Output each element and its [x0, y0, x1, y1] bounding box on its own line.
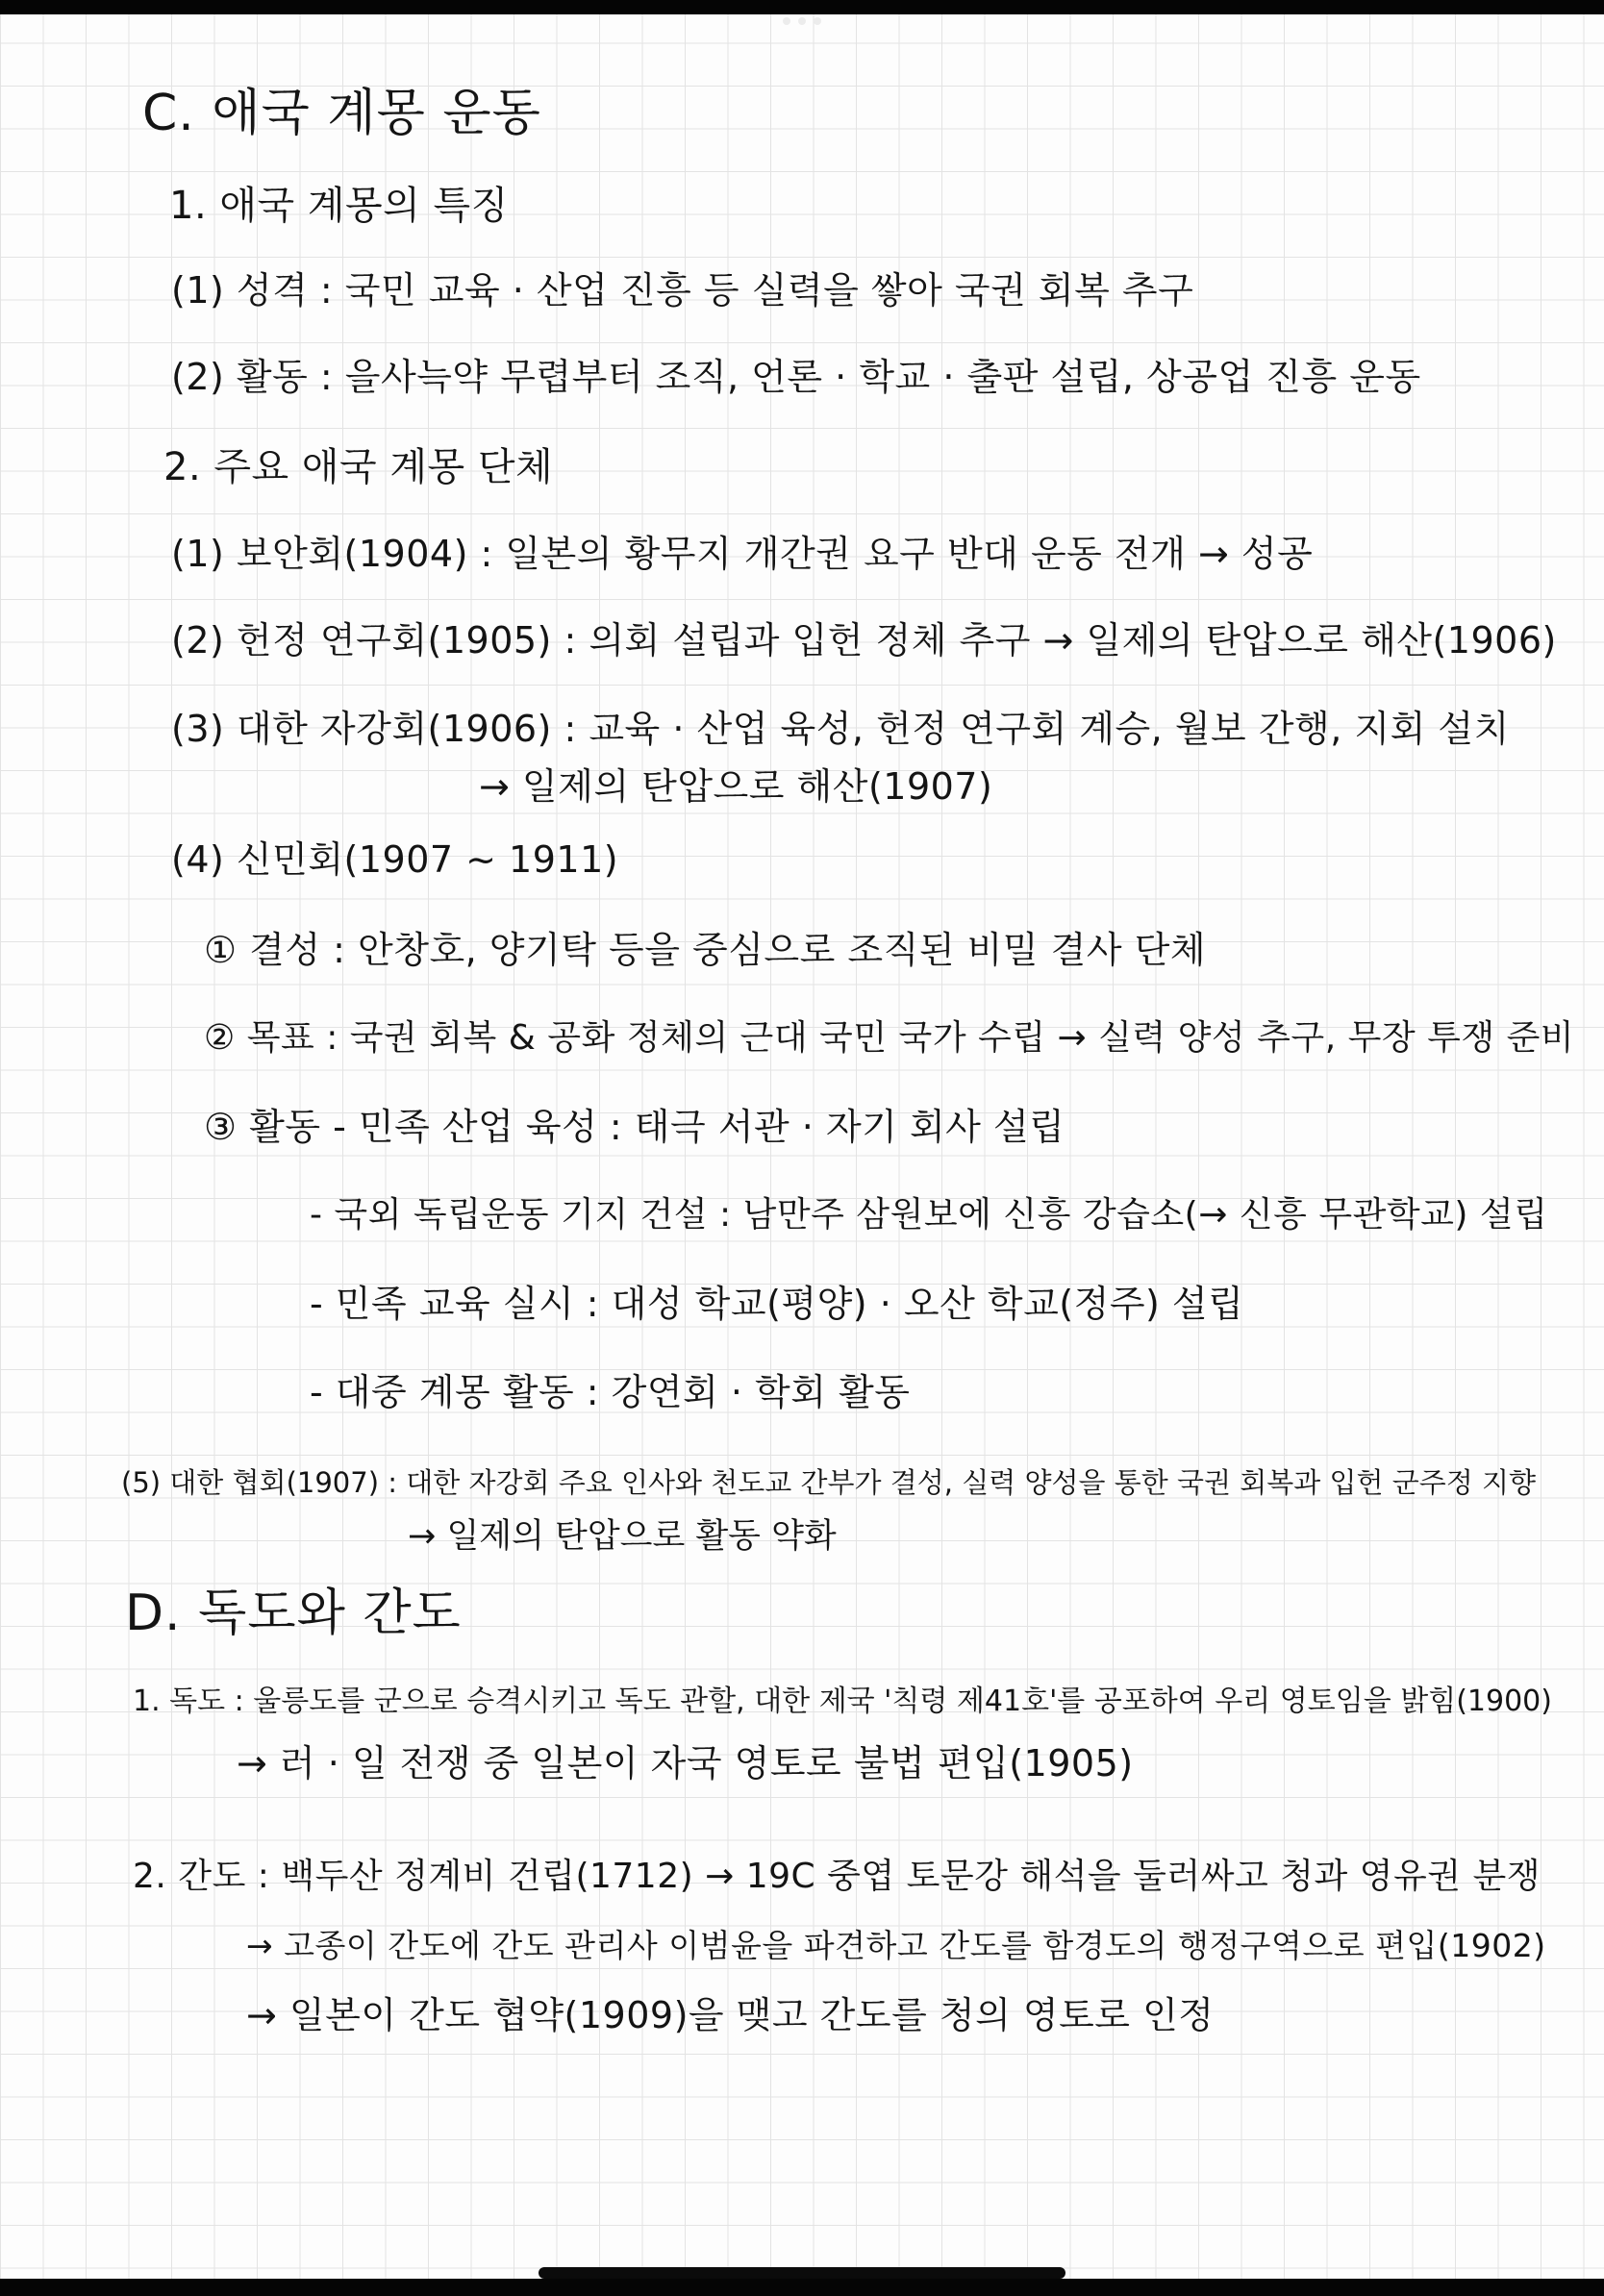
- section-c-sub1-title: 1. 애국 계몽의 특징: [169, 184, 509, 228]
- note-line: → 일본이 간도 협약(1909)을 맺고 간도를 청의 영토로 인정: [246, 1994, 1215, 2036]
- note-line: - 대중 계몽 활동 : 강연회 · 학회 활동: [310, 1371, 911, 1413]
- top-bar: [0, 0, 1604, 14]
- bottom-bar: [0, 2279, 1604, 2296]
- section-c-sub2-title: 2. 주요 애국 계몽 단체: [163, 445, 554, 489]
- note-line: (3) 대한 자강회(1906) : 교육 · 산업 육성, 헌정 연구회 계승, 월보 간행, 지회 설치: [171, 708, 1510, 750]
- note-line: 2. 간도 : 백두산 정계비 건립(1712) → 19C 중엽 토문강 해석을 둘러싸고 청과 영유권 분쟁: [133, 1857, 1541, 1896]
- note-line: 1. 독도 : 울릉도를 군으로 승격시키고 독도 관할, 대한 제국 '칙령 제41호'를 공포하여 우리 영토임을 밝힘(1900): [133, 1685, 1552, 1718]
- multitasking-dots-icon[interactable]: [781, 17, 823, 25]
- note-line: → 일제의 탄압으로 활동 약화: [408, 1517, 837, 1556]
- note-line: - 국외 독립운동 기지 건설 : 남만주 삼원보에 신흥 강습소(→ 신흥 무관학교) 설립: [310, 1195, 1548, 1235]
- note-line: ② 목표 : 국권 회복 & 공화 정체의 근대 국민 국가 수립 → 실력 양성 추구, 무장 투쟁 준비: [204, 1018, 1575, 1058]
- note-line: ① 결성 : 안창호, 양기탁 등을 중심으로 조직된 비밀 결사 단체: [204, 929, 1207, 971]
- home-indicator[interactable]: [539, 2267, 1065, 2279]
- note-line: (2) 활동 : 을사늑약 무렵부터 조직, 언론 · 학교 · 출판 설립, 상공업 진흥 운동: [171, 356, 1421, 398]
- note-line: (2) 헌정 연구회(1905) : 의회 설립과 입헌 정체 추구 → 일제의 탄압으로 해산(1906): [171, 619, 1557, 661]
- section-c-title: C. 애국 계몽 운동: [142, 85, 541, 142]
- note-line: (5) 대한 협회(1907) : 대한 자강회 주요 인사와 천도교 간부가 결성, 실력 양성을 통한 국권 회복과 입헌 군주정 지향: [121, 1466, 1537, 1499]
- note-line: (1) 성격 : 국민 교육 · 산업 진흥 등 실력을 쌓아 국권 회복 추구: [171, 269, 1194, 312]
- note-line: → 일제의 탄압으로 해산(1907): [479, 765, 993, 808]
- note-line: → 러 · 일 전쟁 중 일본이 자국 영토로 불법 편입(1905): [237, 1742, 1134, 1784]
- note-line: ③ 활동 - 민족 산업 육성 : 태극 서관 · 자기 회사 설립: [204, 1106, 1065, 1148]
- section-d-title: D. 독도와 간도: [125, 1585, 462, 1642]
- note-line: (1) 보안회(1904) : 일본의 황무지 개간권 요구 반대 운동 전개 → 성공: [171, 533, 1314, 575]
- note-line: (4) 신민회(1907 ~ 1911): [171, 838, 619, 881]
- note-line: - 민족 교육 실시 : 대성 학교(평양) · 오산 학교(정주) 설립: [310, 1283, 1244, 1325]
- note-line: → 고종이 간도에 간도 관리사 이범윤을 파견하고 간도를 함경도의 행정구역으로 편입(1902): [246, 1927, 1546, 1964]
